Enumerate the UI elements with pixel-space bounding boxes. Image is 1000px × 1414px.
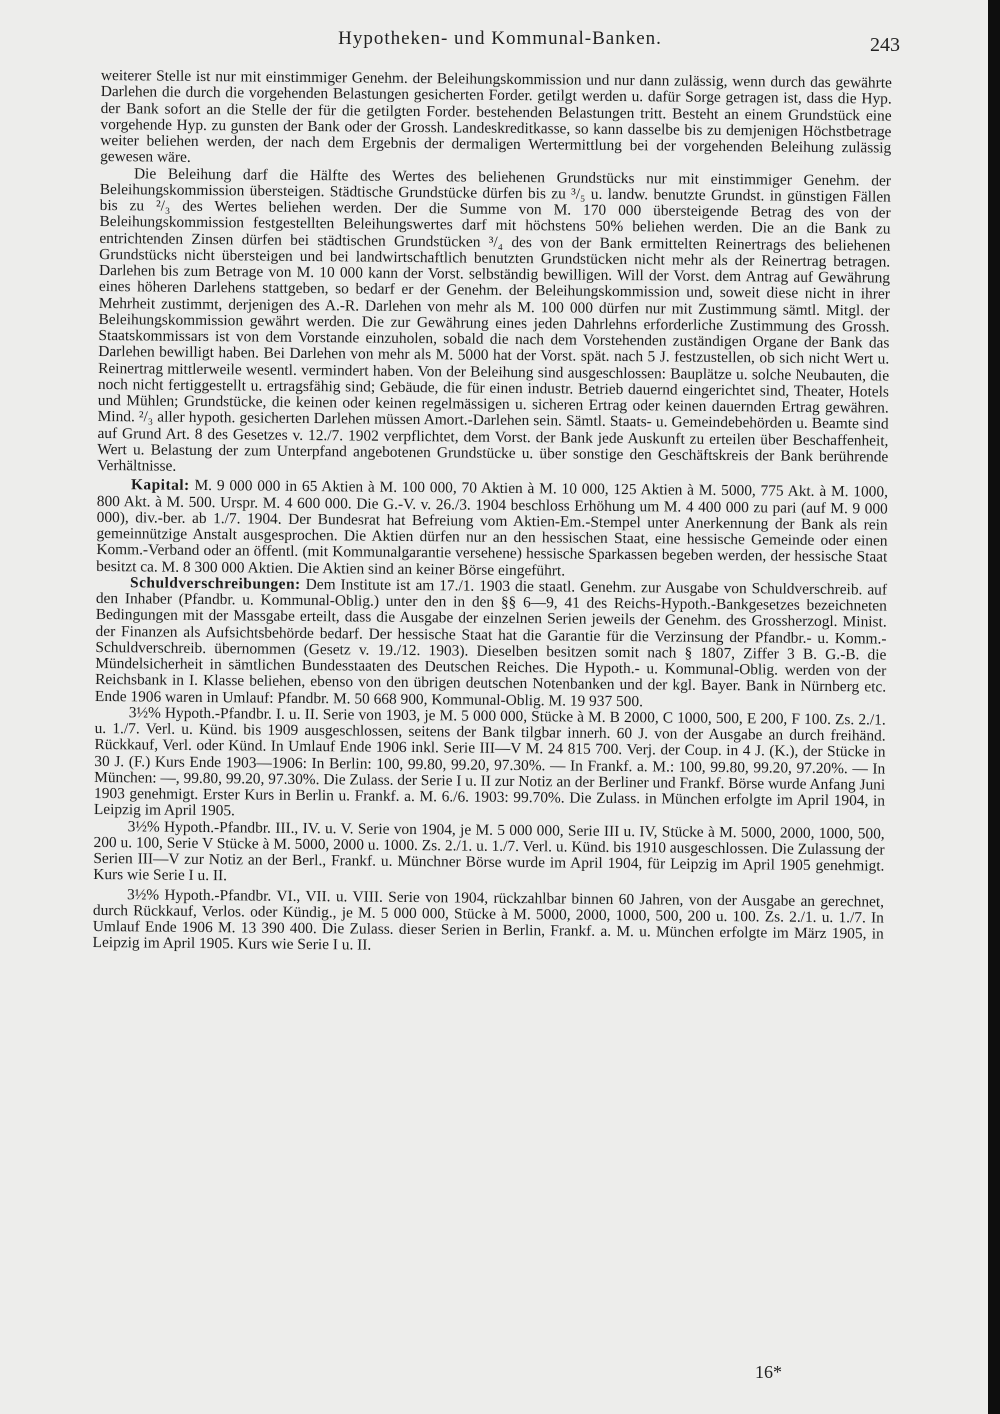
kapital-label: Kapital: (130, 476, 190, 495)
page-header (100, 28, 900, 58)
page-number: 243 (870, 34, 900, 56)
paragraph-serie-1-2: 3½% Hypoth.-Pfandbr. I. u. II. Serie von 1903, je M. 5 000 000, Stücke à M. B 2000, C 1000, 500, E 200, F 100. Zs. 2./1. u. 1./7. Verl. u. Künd. bis 1909 ausgeschlossen, seitens der Bank tilgbar innerh. 60 J. von der Ausgabe an durch freihänd. Rückkauf, Verl. oder Künd. In Umlauf Ende 1906 inkl. Serie III—V M. 24 815 700. Verj. der Coup. in 4 J. (K.), der Stücke in 30 J. (F.) Kurs Ende 1903—1906: In Berlin: 100, 99.80, 99.20, 97.30%. — In Frankf. a. M.: 100, 99.80, 99.20, 97.20%. — In München: —, 99.80, 99.20, 97.30%. Die Zulass. der Serie I u. II zur Notiz an der Berliner und Frankf. Börse wurde Anfang Juni 1903 genehmigt. Erster Kurs in Berlin u. Frankf. a. M. 6./6. 1903: 99.70%. Die Zulass. in München erfolgte im April 1904, in Leipzig im April 1905. (93, 704, 886, 820)
kapital-text: M. 9 000 000 in 65 Aktien à M. 100 000, 70 Aktien à M. 10 000, 125 Aktien à M. 5000, 775 Akt. à M. 1000, 800 Akt. à M. 500. Urspr. M. 4 600 000. Die G.-V. v. 26./3. 1904 beschloss Erhöhung um M. 4 400 000 zu pari (auf M. 9 000 000), div.-ber. ab 1./7. 1904. Der Bundesrat hat Befreiung vom Aktien-Em.-Stempel unter Anerkennung der Bank als rein gemeinnützige Anstalt ausgesprochen. Die Aktien dürfen nur an den hessischen Staat, eine hessische Gemeinde oder einen Komm.-Verband oder an öffentl. (mit Kommunalgarantie versehene) hessische Sparkassen begeben werden, der hessische Staat besitzt ca. M. 8 300 000 Aktien. Die Aktien sind an keiner Börse eingeführt. (96, 477, 889, 579)
paragraph-continuation: weiterer Stelle ist nur mit einstimmiger Genehm. der Beleihungskommission und nur dann zulässig, wenn durch das gewährte Darlehen die durch die vorgehenden Belastungen gesicherten Forder. getilgt werden u. dafür Sorge getragen ist, dass die Hyp. der Bank sofort an die Stelle der für die getilgten Forder. bestehenden Belastungen tritt. Besteht an einem Grundstück eine vorgehende Hyp. zu gunsten der Bank oder der Grossh. Landeskreditkasse, so kann dasselbe bis zu demjenigen Höchstbetrage weiter beliehen werden, der nach dem Ergebnis der dermaligen Wertermittlung bei der vorgehenden Beleihung zulässig gewesen wäre. (100, 67, 892, 167)
schuldverschreibungen-text: Dem Institute ist am 17./1. 1903 die staatl. Genehm. zur Ausgabe von Schuldverschreib. auf den Inhaber (Pfandbr. u. Kommunal-Oblig.) unter den in den §§ 6—9, 41 des Reichs-Hypoth.-Bankgesetzes bezeichneten Bedingungen mit der Massgabe erteilt, dass die Ausgabe der einzelnen Serien jeweils der Genehm. des Grossherzogl. Minist. der Finanzen als Aufsichtsbehörde bedarf. Der hessische Staat hat die Garantie für die Verzinsung der Pfandbr.- u. Komm.-Schuldverschreib. übernommen (Gesetz v. 19./12. 1903). Dieselben besitzen somit nach § 1807, Ziffer 3 B. G.-B. die Mündelsicherheit in sämtlichen Bundesstaaten des Deutschen Reiches. Die Hypoth.- u. Kommunal-Oblig. werden von der Reichsbank in I. Klasse beliehen, ebenso von den übrigen deutschen Notenbanken und der kgl. Bayer. Bank in Nürnberg etc. Ende 1906 waren in Umlauf: Pfandbr. M. 50 668 900, Kommunal-Oblig. M. 19 937 500. (94, 575, 888, 710)
paragraph-beleihung: Die Beleihung darf die Hälfte des Wertes des beliehenen Grundstücks nur mit einstimmiger Genehm. der Beleihungskommission übersteigen. Städtische Grundstücke dürfen bis zu ³/₅ u. landw. benutzte Grundst. in günstigen Fällen bis zu ²/₃ des Wertes beliehen werden. Der die Summe von M. 170 000 übersteigende Betrag des von der Beleihungskommission festgestellten Beleihungswertes darf mit höchstens 50% beliehen werden. Die an die Bank zu entrichtenden Zinsen dürfen bei städtischen Grundstücken ³/₄ des von der Bank ermittelten Reinertrags des beliehenen Grundstücks nicht übersteigen und bei landwirtschaftlich benutzten Grundstücken nicht mehr als der Reinertrag betragen. Darlehen bis zum Betrage von M. 10 000 kann der Vorst. selbständig bewilligen. Will der Vorst. dem Antrag auf Gewährung eines höheren Darlehens stattgeben, so bedarf er der Genehm. der Beleihungskommission und, soweit diese nicht in ihrer Mehrheit zustimmt, derjenigen des A.-R. Darlehen von mehr als M. 100 000 dürfen nur mit Zustimmung sämtl. Mitgl. der Beleihungskommission gewährt werden. Die zur Gewährung eines jeden Dahrlehns erforderliche Zustimmung des Grossh. Staatskommissars ist von dem Vorstande einzuholen, sobald die nach dem Vorstehenden zuständigen Organe der Bank das Darlehen bewilligt haben. Bei Darlehen von mehr als M. 5000 hat der Vorst. spät. nach 5 J. festzustellen, ob sich nicht Wert u. Reinertrag mittlerweile wesentl. vermindert haben. Von der Beleihung sind ausgeschlossen: Bauplätze u. solche Neubauten, die noch nicht fertiggestellt u. ertragsfähig sind; Gebäude, die für einen industr. Betrieb dauernd eingerichtet sind, Theater, Hotels und Mühlen; Grundstücke, die keinen oder keinen regelmässigen u. sicheren Ertrag oder keinen dauernden Ertrag gewähren. Mind. ²/₃ aller hypoth. gesicherten Darlehen müssen Amort.-Darlehen sein. Sämtl. Staats- u. Gemeindebehörden u. Beamte sind auf Grund Art. 8 des Gesetzes v. 12./7. 1902 verpflichtet, dem Vorst. der Bank jede Auskunft zu erteilen über Beschaffenheit, Wert u. Belastung der zum Unterpfand angebotenen Grundstücke u. über sonstige den Geschäftskreis der Bank berührende Verhältnisse. (97, 164, 892, 475)
paragraph-serie-6-8: 3½% Hypoth.-Pfandbr. VI., VII. u. VIII. Serie von 1904, rückzahlbar binnen 60 Jahren, von der Ausgabe an gerechnet, durch Rückkauf, Verlos. oder Kündig., je M. 5 000 000, Stücke à M. 5000, 2000, 1000, 500, 200 u. 100. Zs. 2./1. u. 1./7. In Umlauf Ende 1906 M. 13 390 400. Die Zulass. dieser Serien in Berlin, Frankf. a. M. u. München erfolgte im März 1905, in Leipzig im April 1905. Kurs wie Serie I u. II. (92, 885, 885, 954)
paragraph-serie-3-5: 3½% Hypoth.-Pfandbr. III., IV. u. V. Serie von 1904, je M. 5 000 000, Serie III u. IV, Stücke à M. 5000, 2000, 1000, 500, 200 u. 100, Serie V Stücke à M. 5000, 2000 u. 1000. Zs. 2./1. u. 1./7. Verl. u. Künd. bis 1910 ausgeschlossen. Die Zulassung der Serien III—V zur Notiz an der Berl., Frankf. u. Münchner Börse wurde im April 1904, für Leipzig im April 1905 genehmigt. Kurs wie Serie I u. II. (93, 817, 885, 885)
paragraph-schuldverschreibungen (95, 575, 887, 713)
schuldverschreibungen-label: Schuldverschreibungen: (129, 574, 301, 593)
body-text (93, 68, 892, 959)
paragraph-kapital (96, 477, 888, 582)
running-title: Hypotheken- und Kommunal-Banken. (338, 28, 662, 49)
scan-edge (988, 0, 1000, 1414)
signature-mark: 16* (755, 1362, 782, 1382)
